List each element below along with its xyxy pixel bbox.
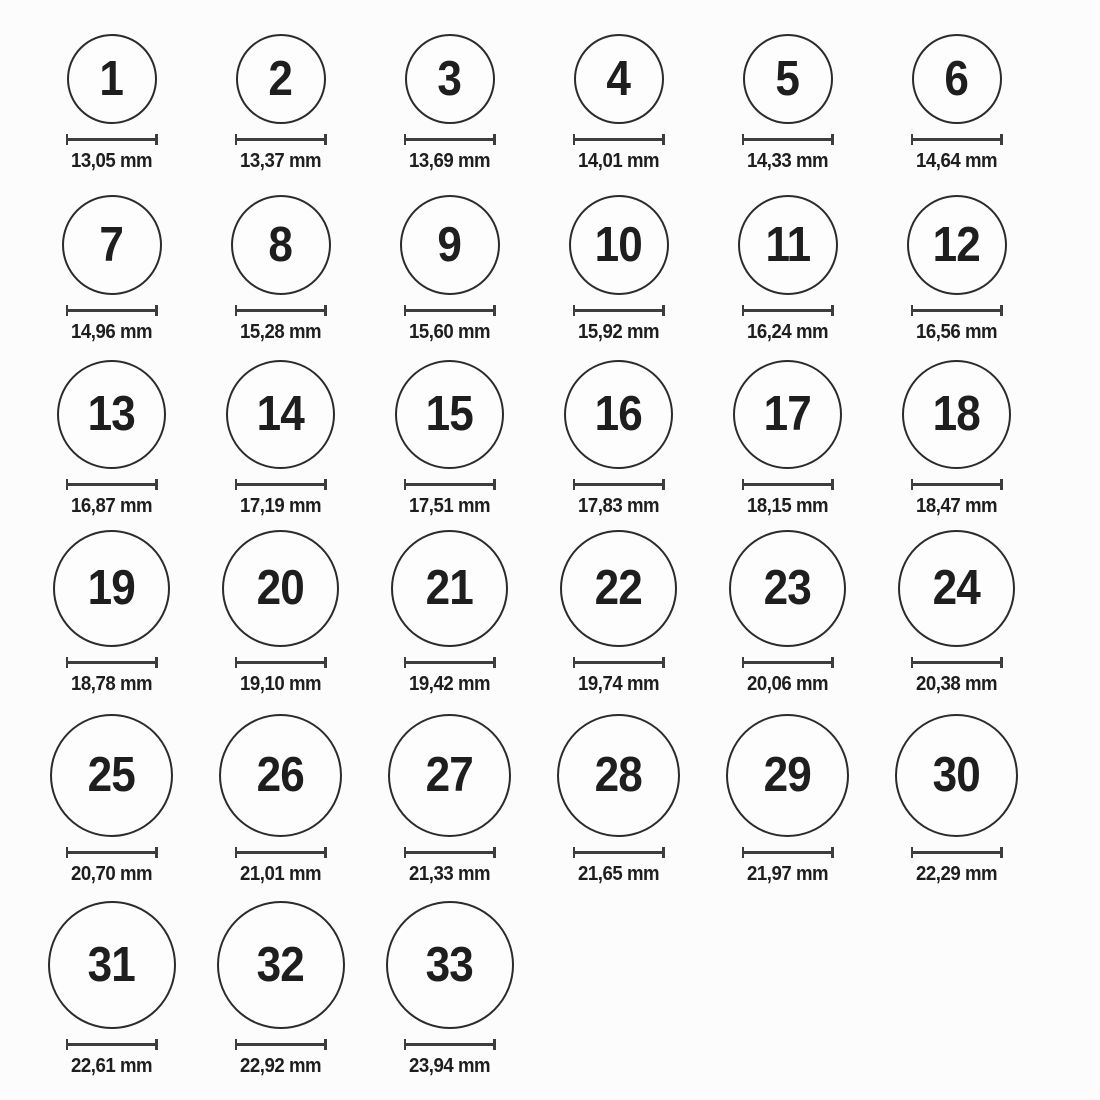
diameter-measure-line [404,657,496,668]
diameter-label: 15,28 mm [239,321,322,343]
diameter-measure-line [911,657,1003,668]
ring-circle [898,530,1015,647]
diameter-label: 21,01 mm [239,863,322,885]
diameter-label: 13,69 mm [408,150,491,172]
diameter-measure-line [742,847,834,858]
measure-bar [913,483,1000,486]
ring-size-number: 16 [594,387,643,441]
ring-size-item [703,714,872,886]
diameter-label: 22,61 mm [70,1055,153,1077]
measure-bar [68,851,155,854]
ring-circle [569,195,669,295]
diameter-label: 17,19 mm [239,495,322,517]
ring-size-number: 19 [87,561,136,615]
ring-size-number: 29 [763,748,812,802]
diameter-label: 18,78 mm [70,673,153,695]
ring-size-number: 7 [99,217,124,272]
measure-right-tick-icon [155,657,158,668]
ring-circle [219,714,342,837]
measure-bar [575,851,662,854]
diameter-label: 19,10 mm [239,673,322,695]
ring-size-item [534,530,703,696]
ring-circle [557,714,680,837]
measure-right-tick-icon [155,479,158,490]
ring-circle [895,714,1018,837]
measure-right-tick-icon [493,847,496,858]
measure-right-tick-icon [1000,657,1003,668]
ring-size-number: 3 [437,51,462,106]
ring-size-item [534,34,703,173]
ring-size-item [872,530,1041,696]
ring-size-item [27,34,196,173]
ring-size-number: 15 [425,387,474,441]
ring-size-number: 31 [87,937,136,992]
ring-size-item [196,714,365,886]
diameter-measure-line [573,134,665,145]
measure-bar [744,309,831,312]
measure-bar [237,851,324,854]
ring-size-item [196,34,365,173]
measure-right-tick-icon [1000,479,1003,490]
ring-size-item [365,901,534,1078]
measure-bar [913,851,1000,854]
ring-size-number: 25 [87,748,136,802]
ring-circle [217,901,345,1029]
ring-size-number: 2 [268,51,293,106]
ring-size-item [27,714,196,886]
measure-right-tick-icon [831,134,834,145]
ring-size-item [27,530,196,696]
ring-size-number: 8 [268,217,293,272]
measure-right-tick-icon [155,305,158,316]
ring-size-row [27,34,1100,173]
ring-size-number: 18 [932,387,981,441]
ring-size-item [534,360,703,518]
ring-size-item [365,34,534,173]
ring-size-number: 9 [437,217,462,272]
diameter-measure-line [66,847,158,858]
ring-size-item [872,195,1041,344]
ring-size-number: 22 [594,561,643,615]
ring-size-number: 12 [932,217,981,272]
ring-circle [743,34,833,124]
measure-right-tick-icon [831,847,834,858]
diameter-label: 21,97 mm [746,863,829,885]
measure-right-tick-icon [493,134,496,145]
measure-bar [406,661,493,664]
diameter-label: 20,06 mm [746,673,829,695]
measure-bar [575,309,662,312]
ring-circle [48,901,176,1029]
measure-right-tick-icon [1000,305,1003,316]
diameter-label: 13,05 mm [70,150,153,172]
ring-size-number: 17 [763,387,812,441]
ring-circle [50,714,173,837]
diameter-label: 14,33 mm [746,150,829,172]
ring-circle [733,360,842,469]
measure-bar [68,483,155,486]
ring-size-number: 6 [944,51,969,106]
ring-size-row [27,530,1100,696]
diameter-label: 14,64 mm [915,150,998,172]
measure-bar [237,1043,324,1046]
measure-bar [237,483,324,486]
measure-bar [575,483,662,486]
measure-bar [68,138,155,141]
measure-bar [68,309,155,312]
diameter-measure-line [911,305,1003,316]
diameter-measure-line [235,1039,327,1050]
ring-circle [236,34,326,124]
measure-right-tick-icon [324,479,327,490]
ring-size-item [365,530,534,696]
diameter-label: 16,24 mm [746,321,829,343]
diameter-label: 15,92 mm [577,321,660,343]
ring-circle [67,34,157,124]
diameter-label: 18,15 mm [746,495,829,517]
measure-bar [406,483,493,486]
ring-circle [907,195,1007,295]
ring-circle [560,530,677,647]
diameter-measure-line [404,847,496,858]
diameter-measure-line [573,479,665,490]
ring-circle [391,530,508,647]
diameter-measure-line [66,1039,158,1050]
diameter-measure-line [742,657,834,668]
measure-right-tick-icon [324,305,327,316]
ring-size-item [872,34,1041,173]
ring-circle [902,360,1011,469]
diameter-measure-line [235,134,327,145]
measure-bar [406,309,493,312]
ring-circle [729,530,846,647]
measure-right-tick-icon [324,1039,327,1050]
ring-circle [574,34,664,124]
measure-right-tick-icon [662,305,665,316]
ring-size-item [872,360,1041,518]
ring-size-item [27,195,196,344]
measure-bar [575,138,662,141]
ring-size-number: 30 [932,748,981,802]
ring-size-item [703,34,872,173]
diameter-measure-line [66,657,158,668]
measure-right-tick-icon [662,134,665,145]
ring-size-item [365,360,534,518]
ring-size-item [196,901,365,1078]
diameter-label: 19,42 mm [408,673,491,695]
measure-right-tick-icon [1000,134,1003,145]
ring-size-item [365,195,534,344]
measure-right-tick-icon [493,657,496,668]
measure-bar [68,661,155,664]
diameter-label: 14,96 mm [70,321,153,343]
measure-bar [744,483,831,486]
ring-size-number: 28 [594,748,643,802]
diameter-label: 18,47 mm [915,495,998,517]
measure-right-tick-icon [662,657,665,668]
measure-bar [406,1043,493,1046]
ring-circle [386,901,514,1029]
diameter-measure-line [235,847,327,858]
ring-circle [226,360,335,469]
measure-bar [406,851,493,854]
measure-bar [575,661,662,664]
diameter-label: 23,94 mm [408,1055,491,1077]
diameter-measure-line [911,847,1003,858]
measure-right-tick-icon [831,657,834,668]
ring-size-item [365,714,534,886]
ring-circle [388,714,511,837]
diameter-measure-line [235,305,327,316]
ring-circle [400,195,500,295]
diameter-measure-line [573,657,665,668]
ring-size-number: 4 [606,51,631,106]
diameter-measure-line [235,657,327,668]
ring-size-number: 5 [775,51,800,106]
ring-circle [57,360,166,469]
diameter-measure-line [235,479,327,490]
ring-size-number: 24 [932,561,981,615]
diameter-label: 17,83 mm [577,495,660,517]
ring-size-number: 27 [425,748,474,802]
ring-size-item [27,360,196,518]
measure-bar [237,138,324,141]
ring-size-number: 32 [256,937,305,992]
measure-bar [744,138,831,141]
diameter-measure-line [404,134,496,145]
diameter-measure-line [66,134,158,145]
measure-right-tick-icon [1000,847,1003,858]
diameter-label: 20,70 mm [70,863,153,885]
ring-size-item [872,714,1041,886]
ring-circle [912,34,1002,124]
ring-circle [726,714,849,837]
diameter-label: 19,74 mm [577,673,660,695]
ring-circle [395,360,504,469]
diameter-label: 14,01 mm [577,150,660,172]
measure-right-tick-icon [831,479,834,490]
diameter-measure-line [911,134,1003,145]
diameter-measure-line [573,305,665,316]
diameter-label: 20,38 mm [915,673,998,695]
measure-right-tick-icon [662,479,665,490]
measure-bar [68,1043,155,1046]
ring-circle [53,530,170,647]
ring-size-row [27,714,1100,886]
measure-right-tick-icon [155,847,158,858]
ring-size-item [703,195,872,344]
ring-size-number: 14 [256,387,305,441]
diameter-measure-line [911,479,1003,490]
ring-size-number: 23 [763,561,812,615]
diameter-label: 16,87 mm [70,495,153,517]
ring-circle [62,195,162,295]
diameter-measure-line [742,305,834,316]
ring-circle [222,530,339,647]
measure-bar [744,851,831,854]
ring-size-number: 1 [99,51,124,106]
measure-bar [913,661,1000,664]
ring-size-number: 11 [765,217,810,272]
measure-right-tick-icon [155,1039,158,1050]
diameter-measure-line [66,305,158,316]
diameter-label: 21,65 mm [577,863,660,885]
measure-right-tick-icon [324,847,327,858]
diameter-measure-line [66,479,158,490]
measure-right-tick-icon [155,134,158,145]
measure-right-tick-icon [662,847,665,858]
ring-size-item [196,530,365,696]
diameter-measure-line [404,1039,496,1050]
diameter-measure-line [404,305,496,316]
ring-size-item [703,530,872,696]
ring-size-row [27,901,1100,1078]
diameter-label: 22,92 mm [239,1055,322,1077]
ring-size-number: 10 [594,217,643,272]
diameter-measure-line [742,479,834,490]
diameter-label: 15,60 mm [408,321,491,343]
ring-size-item [703,360,872,518]
ring-size-number: 33 [425,937,474,992]
measure-right-tick-icon [324,134,327,145]
ring-size-item [196,360,365,518]
measure-right-tick-icon [831,305,834,316]
measure-bar [237,661,324,664]
diameter-label: 17,51 mm [408,495,491,517]
ring-circle [564,360,673,469]
measure-right-tick-icon [493,305,496,316]
ring-size-item [534,195,703,344]
measure-right-tick-icon [493,479,496,490]
ring-size-item [196,195,365,344]
ring-size-number: 13 [87,387,136,441]
measure-right-tick-icon [493,1039,496,1050]
measure-right-tick-icon [324,657,327,668]
ring-size-row [27,195,1100,344]
diameter-measure-line [573,847,665,858]
measure-bar [913,309,1000,312]
measure-bar [913,138,1000,141]
measure-bar [744,661,831,664]
ring-size-number: 26 [256,748,305,802]
diameter-label: 16,56 mm [915,321,998,343]
ring-size-number: 21 [425,561,474,615]
diameter-measure-line [404,479,496,490]
diameter-label: 21,33 mm [408,863,491,885]
ring-size-item [27,901,196,1078]
ring-circle [231,195,331,295]
ring-size-row [27,360,1100,518]
ring-size-item [534,714,703,886]
ring-size-number: 20 [256,561,305,615]
measure-bar [406,138,493,141]
ring-circle [738,195,838,295]
diameter-label: 13,37 mm [239,150,322,172]
ring-circle [405,34,495,124]
measure-bar [237,309,324,312]
diameter-measure-line [742,134,834,145]
diameter-label: 22,29 mm [915,863,998,885]
